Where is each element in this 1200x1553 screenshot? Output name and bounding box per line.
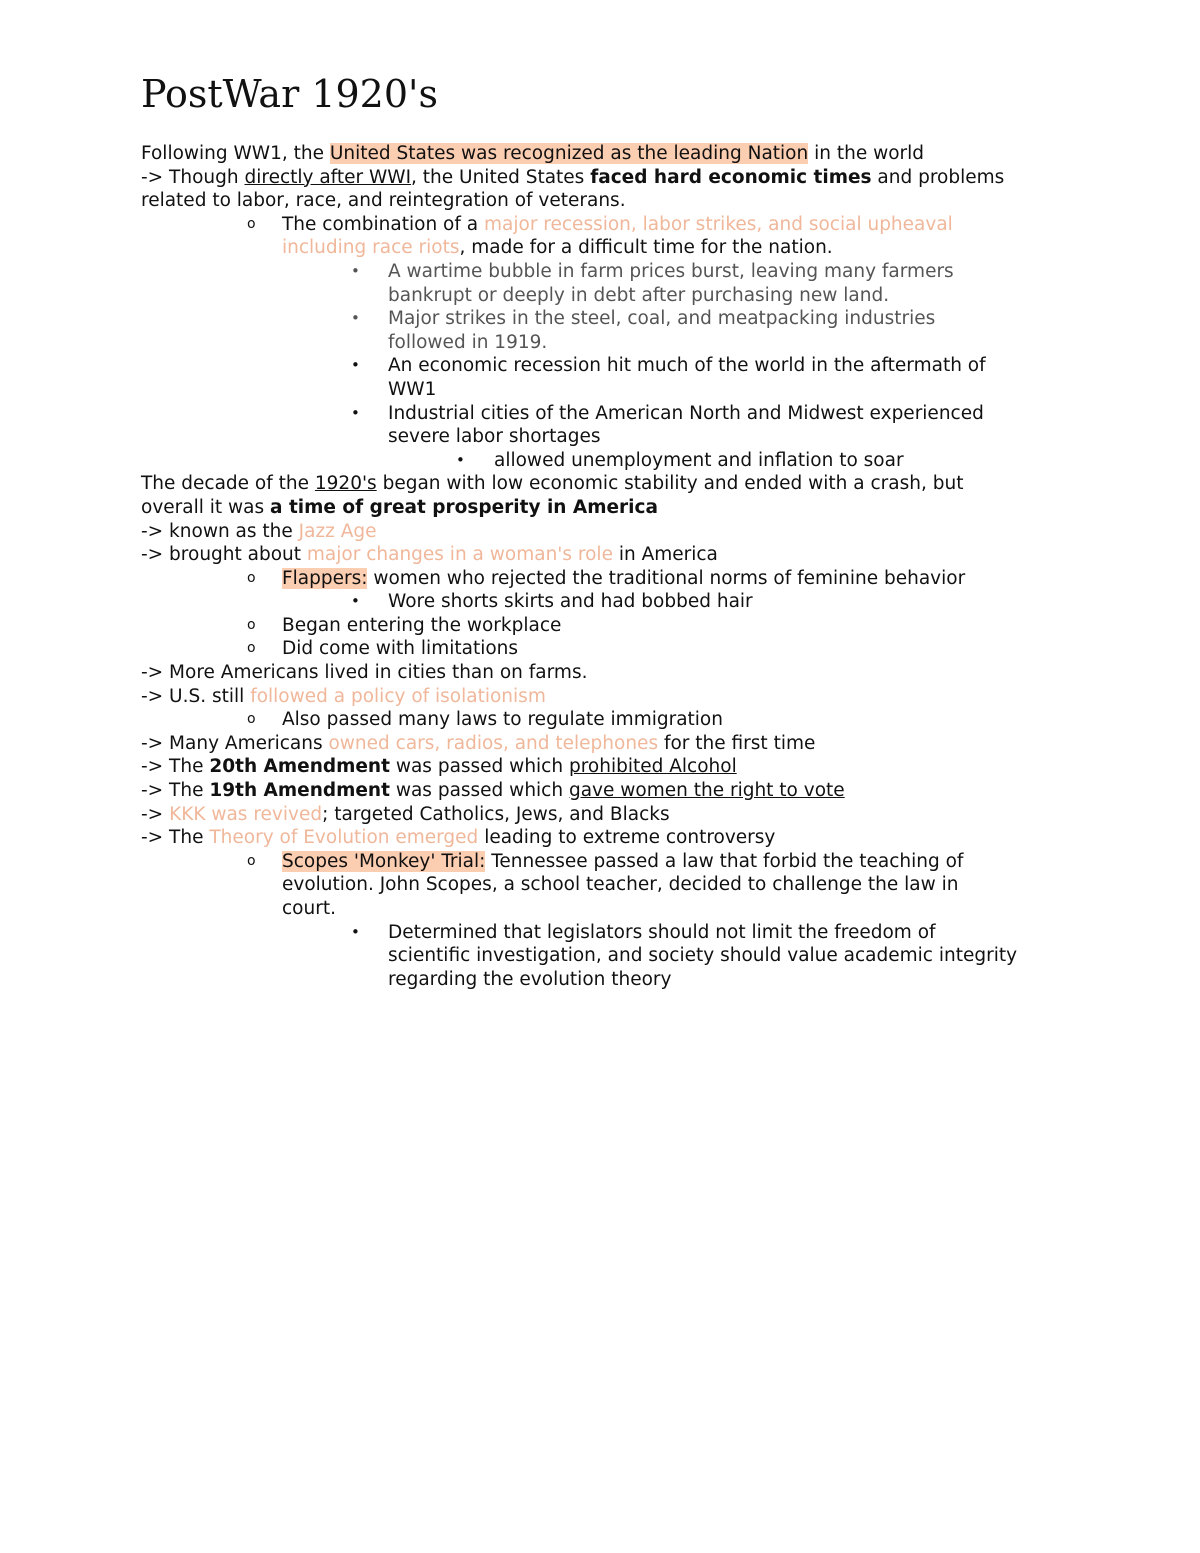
text-run: -> known as the bbox=[141, 520, 299, 542]
paragraph-economic-times-cont: related to labor, race, and reintegration of veterans. bbox=[141, 190, 626, 212]
text-run: Major strikes in the steel, coal, and meatpacking industries bbox=[388, 308, 936, 330]
text-run: allowed unemployment and inflation to soar bbox=[494, 449, 904, 471]
text-run: Tennessee passed a law that forbid the teaching of bbox=[485, 850, 964, 872]
text-run: Determined that legislators should not limit the freedom of bbox=[388, 921, 936, 943]
list-item-immigration bbox=[141, 708, 1066, 732]
circle-bullet-icon: o bbox=[247, 640, 256, 657]
list-item-scopes-trial-cont: evolution. John Scopes, a school teacher, decided to challenge the law in bbox=[282, 874, 959, 896]
text-run: leading to extreme controversy bbox=[478, 827, 776, 849]
list-item-strikes-cont: followed in 1919. bbox=[388, 331, 548, 353]
bold-text: 20th Amendment bbox=[209, 756, 390, 778]
pink-text: followed a policy of isolationism bbox=[250, 685, 546, 707]
list-item-unemployment bbox=[141, 449, 1066, 473]
highlighted-text: Scopes 'Monkey' Trial: bbox=[282, 850, 486, 872]
pink-text: KKK was revived bbox=[169, 803, 323, 825]
list-item-recession-cont: WW1 bbox=[388, 378, 437, 400]
underlined-text: prohibited Alcohol bbox=[568, 756, 737, 778]
text-run: -> The bbox=[141, 827, 210, 849]
bold-text: 19th Amendment bbox=[209, 780, 390, 802]
text-run: -> brought about bbox=[141, 544, 307, 566]
text-run: -> The bbox=[141, 756, 210, 778]
paragraph-19th-amendment bbox=[141, 779, 1066, 803]
text-run: in the world bbox=[808, 143, 925, 164]
paragraph-isolationism bbox=[141, 685, 1066, 709]
bullet-icon: • bbox=[351, 356, 360, 375]
text-run: -> Many Americans bbox=[141, 732, 329, 754]
list-item-labor-shortages-cont: severe labor shortages bbox=[388, 426, 601, 448]
bullet-icon: • bbox=[351, 261, 360, 280]
text-run: -> Though bbox=[141, 166, 245, 188]
document-title: PostWar 1920's bbox=[141, 72, 438, 116]
pink-text: Jazz Age bbox=[298, 520, 377, 542]
text-run: Following WW1, the bbox=[141, 143, 330, 164]
text-run: and problems bbox=[871, 166, 1005, 188]
pink-text: including race riots bbox=[282, 237, 460, 259]
underlined-text: directly after WWI bbox=[244, 166, 412, 188]
text-run: ; targeted Catholics, Jews, and Blacks bbox=[322, 803, 670, 825]
text-run: , made for a difficult time for the nation. bbox=[459, 237, 833, 259]
list-item-labor-shortages bbox=[141, 402, 1066, 426]
circle-bullet-icon: o bbox=[247, 569, 256, 586]
list-item-farm-prices bbox=[141, 260, 1066, 284]
list-item-combination bbox=[141, 213, 1066, 237]
list-item-flappers bbox=[141, 567, 1066, 591]
text-run: Began entering the workplace bbox=[282, 614, 562, 636]
paragraph-evolution bbox=[141, 826, 1066, 850]
text-run: overall it was bbox=[141, 496, 271, 518]
circle-bullet-icon: o bbox=[247, 852, 256, 869]
text-run: -> U.S. still bbox=[141, 685, 251, 707]
text-run: , the United States bbox=[411, 166, 591, 188]
list-item-skirts bbox=[141, 590, 1066, 614]
list-item-workplace bbox=[141, 614, 1066, 638]
paragraph-decade-cont bbox=[141, 496, 1066, 520]
list-item-recession bbox=[141, 354, 1066, 378]
list-item-determined-cont: regarding the evolution theory bbox=[388, 968, 672, 990]
paragraph-economic-times bbox=[141, 166, 1066, 190]
circle-bullet-icon: o bbox=[247, 215, 256, 232]
text-run: A wartime bubble in farm prices burst, leaving many farmers bbox=[388, 260, 954, 282]
text-run: The combination of a bbox=[282, 213, 484, 235]
text-run: was passed which bbox=[389, 780, 569, 802]
underlined-text: gave women the right to vote bbox=[568, 780, 845, 802]
text-run: -> The bbox=[141, 780, 210, 802]
pink-text: major changes in a woman's role bbox=[306, 544, 613, 566]
paragraph-womens-role bbox=[141, 543, 1066, 567]
highlighted-text: Flappers: bbox=[282, 567, 368, 589]
underlined-text: 1920's bbox=[314, 473, 377, 495]
text-run: in America bbox=[612, 544, 718, 566]
paragraph-jazz-age bbox=[141, 520, 1066, 544]
pink-text: major recession, labor strikes, and social upheaval bbox=[484, 213, 953, 235]
list-item-limitations bbox=[141, 637, 1066, 661]
text-run: Industrial cities of the American North and Midwest experienced bbox=[388, 402, 984, 424]
text-run: An economic recession hit much of the world in the aftermath of bbox=[388, 355, 986, 377]
text-run: Wore shorts skirts and had bobbed hair bbox=[388, 591, 753, 613]
list-item-farm-prices-cont: bankrupt or deeply in debt after purchasing new land. bbox=[388, 284, 890, 306]
highlighted-text: United States was recognized as the leading Nation bbox=[329, 143, 809, 164]
bold-text: a time of great prosperity in America bbox=[270, 496, 658, 518]
list-item-combination-cont bbox=[141, 236, 1066, 260]
bullet-icon: • bbox=[351, 592, 360, 611]
document-body bbox=[141, 142, 1066, 991]
pink-text: Theory of Evolution emerged bbox=[209, 827, 479, 849]
text-run: for the first time bbox=[658, 732, 816, 754]
paragraph-cars-radios bbox=[141, 732, 1066, 756]
bullet-icon: • bbox=[351, 922, 360, 941]
paragraph-kkk bbox=[141, 803, 1066, 827]
circle-bullet-icon: o bbox=[247, 616, 256, 633]
paragraph-us-leading-nation bbox=[141, 142, 1066, 166]
text-run: began with low economic stability and ended with a crash, but bbox=[376, 473, 964, 495]
bullet-icon: • bbox=[351, 309, 360, 328]
pink-text: owned cars, radios, and telephones bbox=[328, 732, 659, 754]
text-run: The decade of the bbox=[141, 473, 315, 495]
text-run: Did come with limitations bbox=[282, 638, 519, 660]
text-run: women who rejected the traditional norms of feminine behavior bbox=[367, 567, 966, 589]
paragraph-cities: -> More Americans lived in cities than on farms. bbox=[141, 662, 588, 684]
list-item-determined bbox=[141, 921, 1066, 945]
list-item-determined-cont: scientific investigation, and society should value academic integrity bbox=[388, 945, 1018, 967]
circle-bullet-icon: o bbox=[247, 711, 256, 728]
paragraph-decade bbox=[141, 472, 1066, 496]
bullet-icon: • bbox=[351, 403, 360, 422]
list-item-scopes-trial bbox=[141, 850, 1066, 874]
list-item-scopes-trial-cont: court. bbox=[282, 898, 336, 919]
list-item-strikes bbox=[141, 307, 1066, 331]
text-run: -> bbox=[141, 803, 170, 825]
text-run: was passed which bbox=[389, 756, 569, 778]
bold-text: faced hard economic times bbox=[590, 166, 872, 188]
paragraph-20th-amendment bbox=[141, 755, 1066, 779]
text-run: Also passed many laws to regulate immigration bbox=[282, 709, 723, 731]
bullet-icon: • bbox=[456, 450, 465, 469]
